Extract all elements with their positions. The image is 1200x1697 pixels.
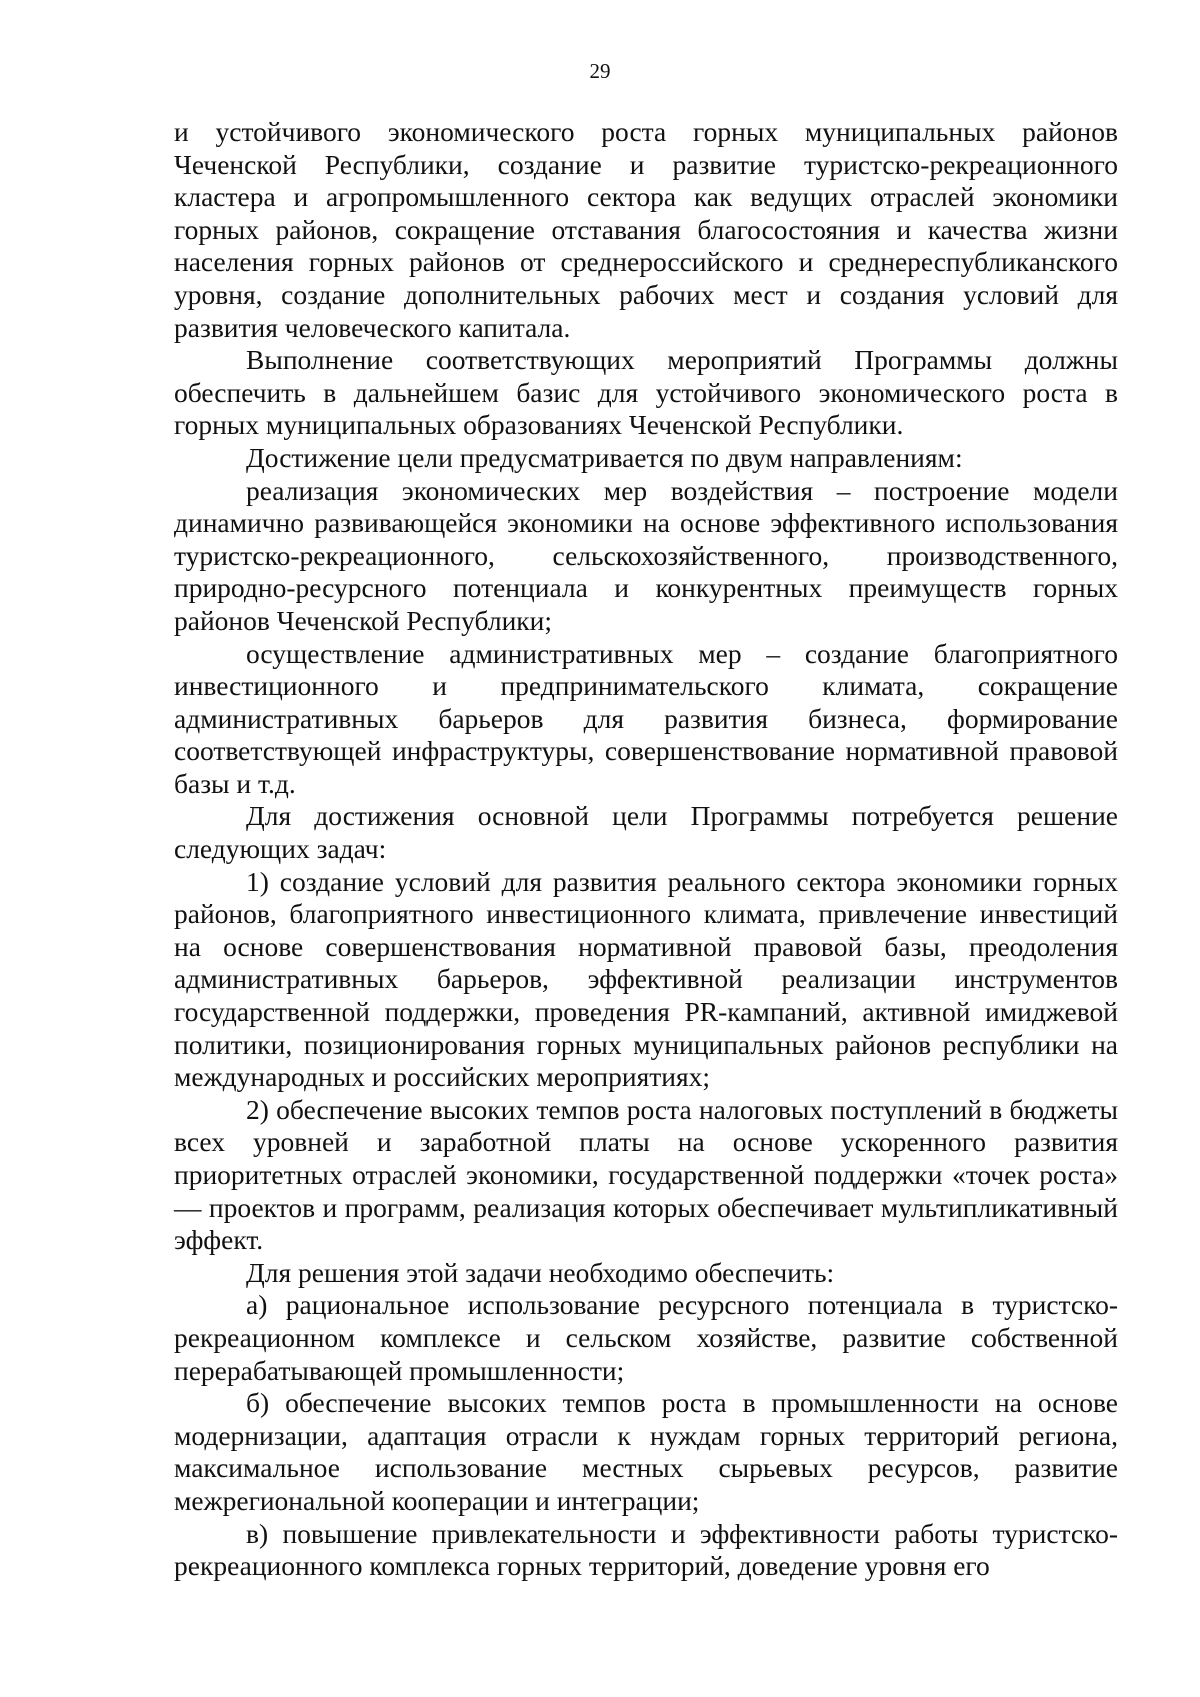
- document-body: [174, 116, 1118, 1583]
- paragraph: и устойчивого экономического роста горных муниципальных районов Чеченской Республики, создание и развитие туристско-рекреационного кластера и агропромышленного сектора как ведущих отраслей экономики горных районов, сокращение отставания благосостояния и качества жизни населения горных районов от среднероссийского и среднереспубликанского уровня, создание дополнительных рабочих мест и создания условий для развития человеческого капитала.: [174, 116, 1118, 343]
- paragraph: осуществление административных мер – создание благоприятного инвестиционного и предпринимательского климата, сокращение административных барьеров для развития бизнеса, формирование соответствующей инфраструктуры, совершенствование нормативной правовой базы и т.д.: [174, 637, 1118, 799]
- paragraph: Для достижения основной цели Программы потребуется решение следующих задач:: [174, 800, 1118, 865]
- paragraph: в) повышение привлекательности и эффективности работы туристско-рекреационного комплекса горных территорий, доведение уровня его: [174, 1517, 1118, 1582]
- paragraph: б) обеспечение высоких темпов роста в промышленности на основе модернизации, адаптация отрасли к нуждам горных территорий региона, максимальное использование местных сырьевых ресурсов, развитие межрегиональной кооперации и интеграции;: [174, 1387, 1118, 1516]
- paragraph: 2) обеспечение высоких темпов роста налоговых поступлений в бюджеты всех уровней и заработной платы на основе ускоренного развития приоритетных отраслей экономики, государственной поддержки «точек роста» — проектов и программ, реализация которых обеспечивает мультипликативный эффект.: [174, 1093, 1118, 1256]
- paragraph: Для решения этой задачи необходимо обеспечить:: [246, 1256, 835, 1288]
- paragraph: реализация экономических мер воздействия – построение модели динамично развивающейся экономики на основе эффективного использования туристско-рекреационного, сельскохозяйственного, производственного, природно-ресурсного потенциала и конкурентных преимуществ горных районов Чеченской Республики;: [174, 474, 1118, 636]
- page-number: 29: [589, 59, 611, 83]
- paragraph: 1) создание условий для развития реального сектора экономики горных районов, благоприятного инвестиционного климата, привлечение инвестиций на основе совершенствования нормативной правовой базы, преодоления административных барьеров, эффективной реализации инструментов государственной поддержки, проведения PR-кампаний, активной имиджевой политики, позиционирования горных муниципальных районов республики на международных и российских мероприятиях;: [174, 865, 1118, 1093]
- paragraph: а) рациональное использование ресурсного потенциала в туристско-рекреационном комплексе и сельском хозяйстве, развитие собственной перерабатывающей промышленности;: [174, 1289, 1118, 1386]
- paragraph: Выполнение соответствующих мероприятий Программы должны обеспечить в дальнейшем базис для устойчивого экономического роста в горных муниципальных образованиях Чеченской Республики.: [174, 344, 1118, 441]
- paragraph: Достижение цели предусматривается по двум направлениям:: [246, 441, 963, 473]
